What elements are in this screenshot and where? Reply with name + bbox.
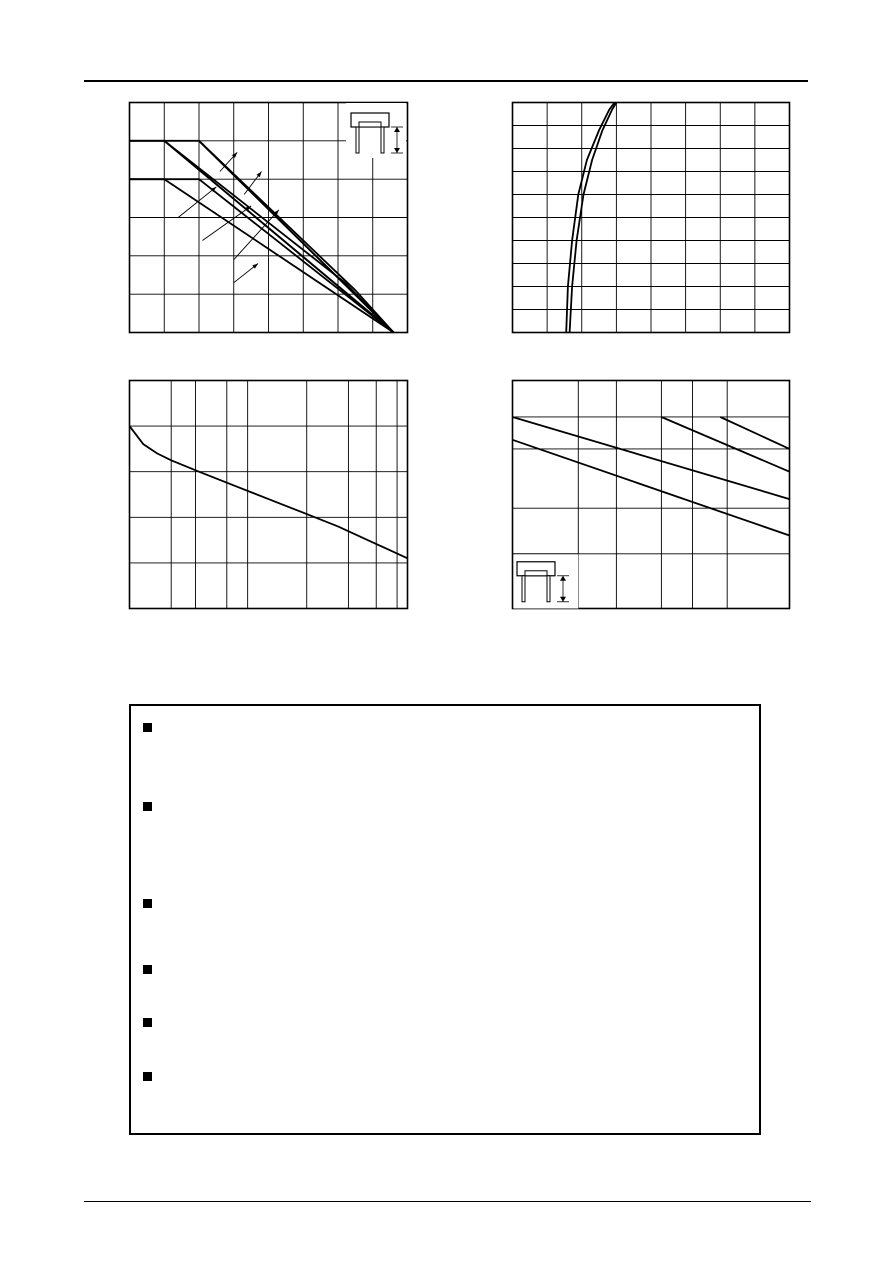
chart-rising-curves (511, 101, 791, 334)
bullet-1 (143, 723, 152, 732)
package-tab (359, 122, 381, 127)
bullet-2 (143, 802, 152, 811)
package-lead-left (356, 127, 359, 153)
chart-parallel-lines (511, 379, 791, 610)
bullet-3 (143, 899, 152, 908)
bullet-5 (143, 1018, 152, 1027)
series-line-1 (130, 141, 394, 333)
footer-rule (84, 1201, 811, 1202)
package-lead-right (547, 576, 550, 602)
annotation-arrowhead-1 (257, 172, 262, 178)
header-rule (84, 80, 808, 82)
series-line-0 (130, 141, 394, 333)
package-lead-left (522, 576, 525, 602)
series-line-2 (661, 417, 789, 472)
chart-decay-curve (128, 379, 409, 610)
notes-box (129, 704, 761, 1135)
package-tab (525, 571, 547, 576)
series-line-3 (720, 417, 789, 449)
bullet-4 (143, 965, 152, 974)
annotation-arrow-3 (202, 206, 251, 241)
bullet-6 (143, 1072, 152, 1081)
package-lead-right (381, 127, 384, 153)
chart-derating-lines (128, 101, 409, 334)
